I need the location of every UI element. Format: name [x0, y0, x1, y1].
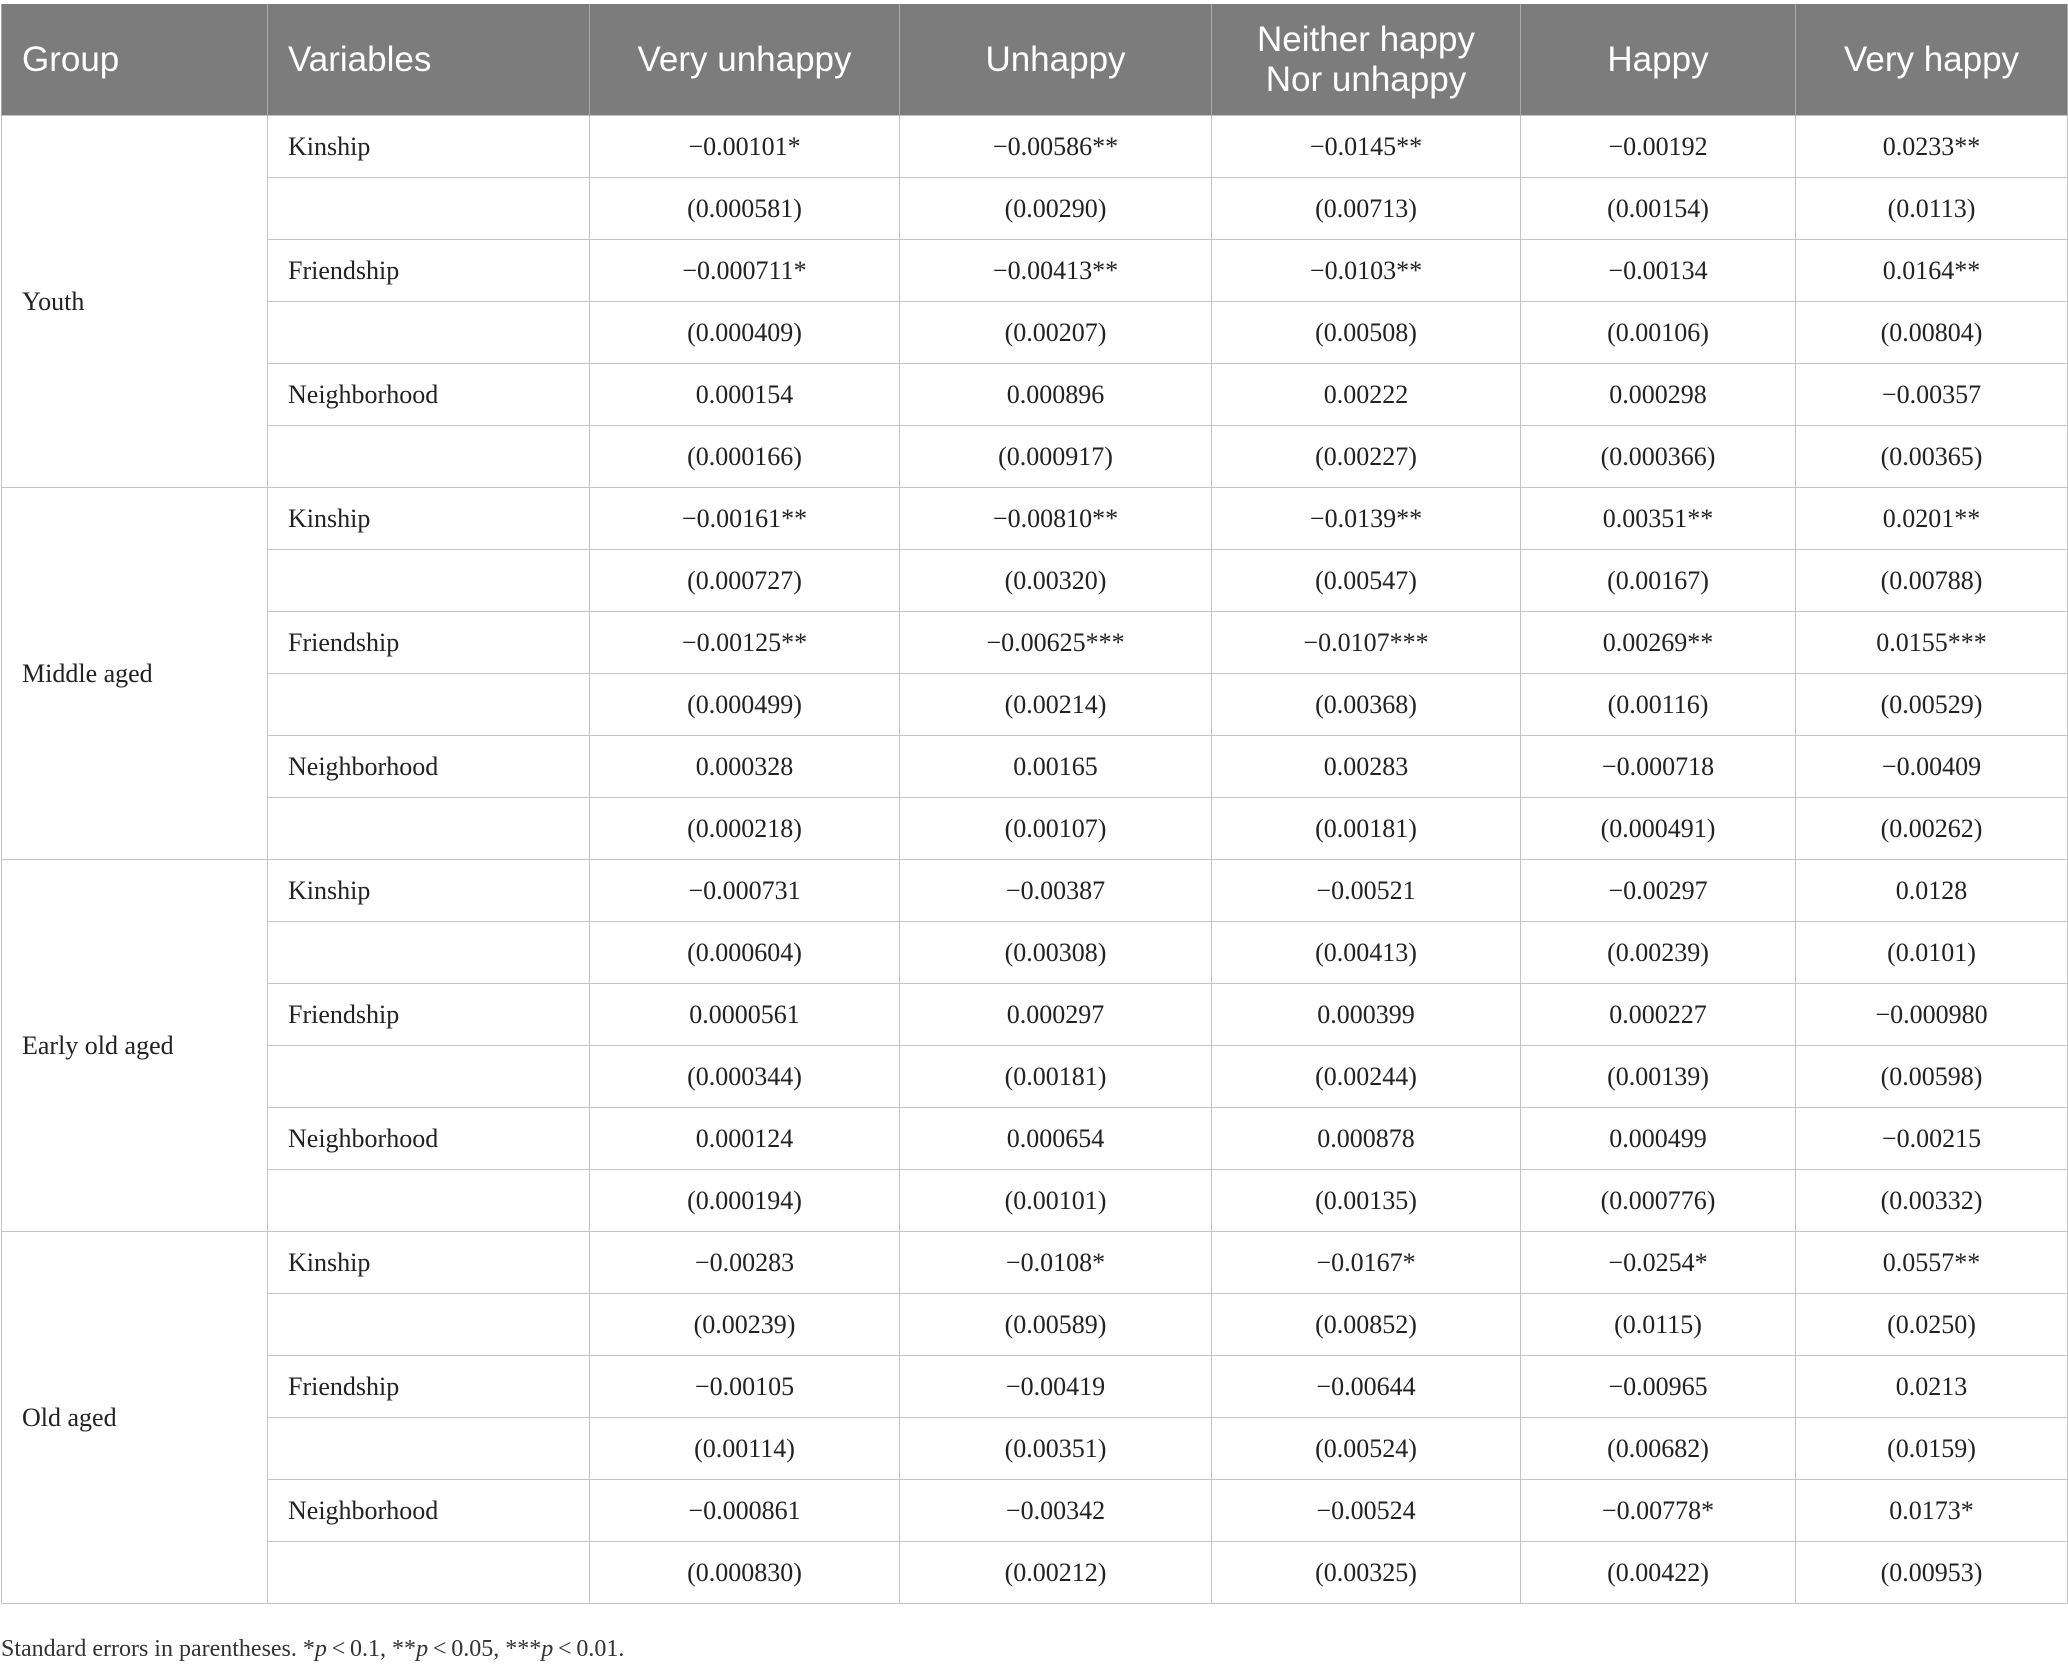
std-error-cell-very-happy: (0.00788) [1796, 550, 2068, 612]
column-header-group: Group [2, 4, 268, 116]
coefficient-cell-very-happy: 0.0128 [1796, 860, 2068, 922]
variable-label [268, 178, 590, 240]
group-label: Youth [2, 116, 268, 488]
table-footnote [1, 1636, 624, 1663]
coefficient-cell-very-happy: 0.0557** [1796, 1232, 2068, 1294]
coefficient-cell-happy: −0.00297 [1521, 860, 1796, 922]
std-error-cell-happy: (0.00106) [1521, 302, 1796, 364]
table-row [2, 1480, 2068, 1542]
column-header-happy: Happy [1521, 4, 1796, 116]
std-error-cell-unhappy: (0.00351) [900, 1418, 1212, 1480]
footnote-p-symbol: p [541, 1636, 554, 1662]
coefficient-cell-unhappy: −0.00342 [900, 1480, 1212, 1542]
std-error-cell-neither: (0.00368) [1212, 674, 1521, 736]
column-header-variables: Variables [268, 4, 590, 116]
variable-label [268, 798, 590, 860]
table-row [2, 922, 2068, 984]
coefficient-cell-happy: 0.00269** [1521, 612, 1796, 674]
coefficient-cell-unhappy: −0.00413** [900, 240, 1212, 302]
coefficient-cell-unhappy: −0.00419 [900, 1356, 1212, 1418]
std-error-cell-happy: (0.00239) [1521, 922, 1796, 984]
coefficient-cell-very-unhappy: −0.000731 [590, 860, 900, 922]
table-row [2, 1108, 2068, 1170]
table-row [2, 426, 2068, 488]
table-row [2, 116, 2068, 178]
coefficient-cell-neither: −0.0167* [1212, 1232, 1521, 1294]
table-row [2, 364, 2068, 426]
std-error-cell-very-happy: (0.00598) [1796, 1046, 2068, 1108]
coefficient-cell-unhappy: −0.00387 [900, 860, 1212, 922]
coefficient-cell-happy: 0.00351** [1521, 488, 1796, 550]
variable-label: Neighborhood [268, 364, 590, 426]
column-header-neither: Neither happy Nor unhappy [1212, 4, 1521, 116]
coefficient-cell-very-happy: 0.0233** [1796, 116, 2068, 178]
coefficient-cell-very-unhappy: 0.000154 [590, 364, 900, 426]
std-error-cell-very-happy: (0.00262) [1796, 798, 2068, 860]
coefficient-cell-very-happy: −0.00357 [1796, 364, 2068, 426]
std-error-cell-neither: (0.00135) [1212, 1170, 1521, 1232]
coefficient-cell-unhappy: 0.000896 [900, 364, 1212, 426]
std-error-cell-unhappy: (0.00181) [900, 1046, 1212, 1108]
coefficient-cell-very-happy: 0.0213 [1796, 1356, 2068, 1418]
table-row [2, 736, 2068, 798]
coefficient-cell-very-unhappy: 0.000124 [590, 1108, 900, 1170]
variable-label [268, 302, 590, 364]
footnote-threshold: < 0.01. [553, 1636, 625, 1662]
table-row [2, 1294, 2068, 1356]
std-error-cell-very-unhappy: (0.000604) [590, 922, 900, 984]
header-row [2, 4, 2068, 116]
coefficient-cell-very-unhappy: −0.00161** [590, 488, 900, 550]
std-error-cell-very-unhappy: (0.00239) [590, 1294, 900, 1356]
std-error-cell-happy: (0.000491) [1521, 798, 1796, 860]
std-error-cell-very-unhappy: (0.000409) [590, 302, 900, 364]
column-header-unhappy: Unhappy [900, 4, 1212, 116]
std-error-cell-very-unhappy: (0.000499) [590, 674, 900, 736]
std-error-cell-unhappy: (0.00101) [900, 1170, 1212, 1232]
std-error-cell-very-unhappy: (0.00114) [590, 1418, 900, 1480]
variable-label: Neighborhood [268, 1480, 590, 1542]
coefficient-cell-neither: −0.00524 [1212, 1480, 1521, 1542]
variable-label: Friendship [268, 1356, 590, 1418]
std-error-cell-neither: (0.00524) [1212, 1418, 1521, 1480]
std-error-cell-happy: (0.00116) [1521, 674, 1796, 736]
coefficient-cell-unhappy: 0.00165 [900, 736, 1212, 798]
std-error-cell-unhappy: (0.00589) [900, 1294, 1212, 1356]
table-row [2, 488, 2068, 550]
coefficient-cell-very-unhappy: −0.000711* [590, 240, 900, 302]
table-row [2, 178, 2068, 240]
std-error-cell-happy: (0.00167) [1521, 550, 1796, 612]
std-error-cell-unhappy: (0.00308) [900, 922, 1212, 984]
table-row [2, 612, 2068, 674]
std-error-cell-very-happy: (0.00804) [1796, 302, 2068, 364]
variable-label: Kinship [268, 860, 590, 922]
std-error-cell-very-unhappy: (0.000581) [590, 178, 900, 240]
coefficient-cell-unhappy: −0.00586** [900, 116, 1212, 178]
coefficient-cell-very-happy: −0.00215 [1796, 1108, 2068, 1170]
std-error-cell-unhappy: (0.00290) [900, 178, 1212, 240]
variable-label: Friendship [268, 240, 590, 302]
coefficient-cell-happy: −0.00965 [1521, 1356, 1796, 1418]
table-row [2, 1542, 2068, 1604]
coefficient-cell-very-happy: 0.0155*** [1796, 612, 2068, 674]
coefficient-cell-very-unhappy: −0.000861 [590, 1480, 900, 1542]
std-error-cell-very-unhappy: (0.000166) [590, 426, 900, 488]
variable-label [268, 550, 590, 612]
coefficient-cell-neither: 0.000399 [1212, 984, 1521, 1046]
std-error-cell-happy: (0.00139) [1521, 1046, 1796, 1108]
std-error-cell-unhappy: (0.000917) [900, 426, 1212, 488]
table-row [2, 860, 2068, 922]
table-row [2, 1232, 2068, 1294]
table-body [2, 116, 2068, 1604]
coefficient-cell-neither: 0.00222 [1212, 364, 1521, 426]
variable-label [268, 426, 590, 488]
table-row [2, 1170, 2068, 1232]
coefficient-cell-neither: −0.00521 [1212, 860, 1521, 922]
table-row [2, 1356, 2068, 1418]
table-row [2, 1418, 2068, 1480]
coefficient-cell-very-happy: 0.0201** [1796, 488, 2068, 550]
table-row [2, 674, 2068, 736]
coefficient-cell-happy: −0.00778* [1521, 1480, 1796, 1542]
coefficient-cell-neither: −0.0107*** [1212, 612, 1521, 674]
std-error-cell-unhappy: (0.00107) [900, 798, 1212, 860]
footnote-threshold: < 0.05, *** [428, 1636, 542, 1662]
std-error-cell-happy: (0.00682) [1521, 1418, 1796, 1480]
group-label: Early old aged [2, 860, 268, 1232]
std-error-cell-very-unhappy: (0.000344) [590, 1046, 900, 1108]
footnote-lead: Standard errors in parentheses. * [1, 1636, 315, 1662]
std-error-cell-neither: (0.00325) [1212, 1542, 1521, 1604]
std-error-cell-happy: (0.000776) [1521, 1170, 1796, 1232]
coefficient-cell-very-unhappy: −0.00125** [590, 612, 900, 674]
variable-label [268, 1294, 590, 1356]
column-header-very-happy: Very happy [1796, 4, 2068, 116]
table-row [2, 984, 2068, 1046]
std-error-cell-neither: (0.00413) [1212, 922, 1521, 984]
std-error-cell-very-unhappy: (0.000218) [590, 798, 900, 860]
std-error-cell-very-happy: (0.00332) [1796, 1170, 2068, 1232]
footnote-threshold: < 0.1, ** [326, 1636, 417, 1662]
std-error-cell-very-happy: (0.00953) [1796, 1542, 2068, 1604]
std-error-cell-happy: (0.0115) [1521, 1294, 1796, 1356]
table-row [2, 798, 2068, 860]
regression-table [1, 4, 2068, 1604]
coefficient-cell-very-unhappy: 0.000328 [590, 736, 900, 798]
coefficient-cell-unhappy: −0.00625*** [900, 612, 1212, 674]
coefficient-cell-very-happy: −0.00409 [1796, 736, 2068, 798]
variable-label: Friendship [268, 984, 590, 1046]
std-error-cell-unhappy: (0.00320) [900, 550, 1212, 612]
coefficient-cell-very-unhappy: −0.00101* [590, 116, 900, 178]
std-error-cell-happy: (0.000366) [1521, 426, 1796, 488]
coefficient-cell-happy: 0.000298 [1521, 364, 1796, 426]
group-label: Old aged [2, 1232, 268, 1604]
std-error-cell-unhappy: (0.00214) [900, 674, 1212, 736]
std-error-cell-neither: (0.00547) [1212, 550, 1521, 612]
std-error-cell-neither: (0.00181) [1212, 798, 1521, 860]
std-error-cell-unhappy: (0.00207) [900, 302, 1212, 364]
variable-label: Neighborhood [268, 1108, 590, 1170]
coefficient-cell-neither: −0.0139** [1212, 488, 1521, 550]
std-error-cell-happy: (0.00422) [1521, 1542, 1796, 1604]
table-row [2, 302, 2068, 364]
std-error-cell-very-unhappy: (0.000727) [590, 550, 900, 612]
variable-label [268, 922, 590, 984]
coefficient-cell-unhappy: −0.0108* [900, 1232, 1212, 1294]
std-error-cell-very-unhappy: (0.000830) [590, 1542, 900, 1604]
coefficient-cell-neither: −0.0103** [1212, 240, 1521, 302]
coefficient-cell-unhappy: −0.00810** [900, 488, 1212, 550]
coefficient-cell-neither: 0.00283 [1212, 736, 1521, 798]
variable-label [268, 1418, 590, 1480]
variable-label: Kinship [268, 116, 590, 178]
std-error-cell-very-unhappy: (0.000194) [590, 1170, 900, 1232]
table-row [2, 550, 2068, 612]
coefficient-cell-happy: 0.000499 [1521, 1108, 1796, 1170]
coefficient-cell-happy: −0.00134 [1521, 240, 1796, 302]
std-error-cell-very-happy: (0.00529) [1796, 674, 2068, 736]
std-error-cell-unhappy: (0.00212) [900, 1542, 1212, 1604]
coefficient-cell-neither: 0.000878 [1212, 1108, 1521, 1170]
variable-label [268, 674, 590, 736]
std-error-cell-neither: (0.00713) [1212, 178, 1521, 240]
variable-label [268, 1170, 590, 1232]
std-error-cell-very-happy: (0.0250) [1796, 1294, 2068, 1356]
variable-label: Kinship [268, 1232, 590, 1294]
std-error-cell-very-happy: (0.0113) [1796, 178, 2068, 240]
std-error-cell-very-happy: (0.00365) [1796, 426, 2068, 488]
variable-label: Kinship [268, 488, 590, 550]
coefficient-cell-neither: −0.00644 [1212, 1356, 1521, 1418]
coefficient-cell-unhappy: 0.000654 [900, 1108, 1212, 1170]
std-error-cell-happy: (0.00154) [1521, 178, 1796, 240]
coefficient-cell-very-unhappy: −0.00105 [590, 1356, 900, 1418]
std-error-cell-neither: (0.00852) [1212, 1294, 1521, 1356]
std-error-cell-neither: (0.00244) [1212, 1046, 1521, 1108]
coefficient-cell-very-happy: −0.000980 [1796, 984, 2068, 1046]
std-error-cell-very-happy: (0.0159) [1796, 1418, 2068, 1480]
column-header-very-unhappy: Very unhappy [590, 4, 900, 116]
table-row [2, 240, 2068, 302]
variable-label [268, 1542, 590, 1604]
std-error-cell-very-happy: (0.0101) [1796, 922, 2068, 984]
footnote-p-symbol: p [416, 1636, 429, 1662]
coefficient-cell-neither: −0.0145** [1212, 116, 1521, 178]
coefficient-cell-happy: −0.000718 [1521, 736, 1796, 798]
coefficient-cell-very-happy: 0.0173* [1796, 1480, 2068, 1542]
std-error-cell-neither: (0.00227) [1212, 426, 1521, 488]
group-label: Middle aged [2, 488, 268, 860]
std-error-cell-neither: (0.00508) [1212, 302, 1521, 364]
variable-label [268, 1046, 590, 1108]
coefficient-cell-happy: 0.000227 [1521, 984, 1796, 1046]
coefficient-cell-unhappy: 0.000297 [900, 984, 1212, 1046]
coefficient-cell-very-happy: 0.0164** [1796, 240, 2068, 302]
variable-label: Friendship [268, 612, 590, 674]
table-row [2, 1046, 2068, 1108]
variable-label: Neighborhood [268, 736, 590, 798]
footnote-p-symbol: p [314, 1636, 327, 1662]
coefficient-cell-very-unhappy: 0.0000561 [590, 984, 900, 1046]
coefficient-cell-very-unhappy: −0.00283 [590, 1232, 900, 1294]
coefficient-cell-happy: −0.0254* [1521, 1232, 1796, 1294]
coefficient-cell-happy: −0.00192 [1521, 116, 1796, 178]
